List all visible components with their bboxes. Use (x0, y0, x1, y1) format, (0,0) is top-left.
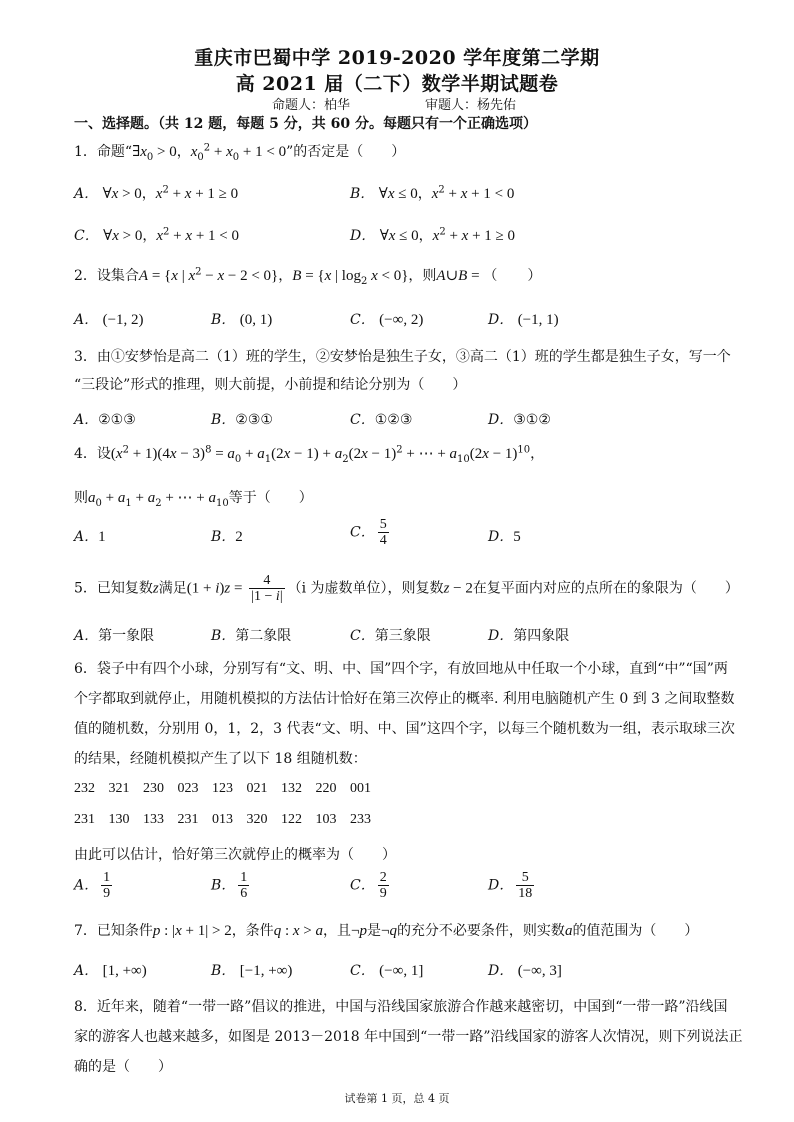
q3-option-b: B．②③① (211, 412, 273, 428)
q2-option-a: A． (−1, 2) (74, 312, 144, 328)
q5-option-b: B．第二象限 (211, 628, 292, 644)
q4-option-b: B．2 (211, 529, 243, 545)
question-3-line2: “三段论”形式的推理，则大前提，小前提和结论分别为（ ） (74, 377, 467, 393)
q3-option-c: C．①②③ (350, 412, 413, 428)
reviewer-label: 审题人：杨先佑 (425, 98, 517, 113)
q4-option-a: A．1 (74, 529, 106, 545)
q5-option-d: D．第四象限 (488, 628, 570, 644)
q2-option-b: B． (0, 1) (211, 312, 273, 328)
q5-option-a: A．第一象限 (74, 628, 155, 644)
q3-option-a: A．②①③ (74, 412, 136, 428)
section-heading: 一、选择题。（共 12 题，每题 5 分，共 60 分。每题只有一个正确选项） (74, 116, 537, 132)
author-label: 命题人：柏华 (272, 98, 351, 113)
question-2: 2．设集合A = {x | $x^2 - x - 2 < 0$}，B = {x | $\log_2 x < 0$}，则A∪B = （ ） (74, 266, 542, 287)
q6-option-b: B． $\frac{1}{6}$ (211, 870, 248, 901)
exam-title-line2: 高 2021 届（二下）数学半期试题卷 (235, 73, 559, 95)
question-5: 5．已知复数z满足(1 + i)z = $\frac{4}{|1 - i|}$ （i 为虚数单位），则复数z − 2在复平面内对应的点所在的象限为（ ） (74, 573, 739, 604)
question-6-line4: 的结果，经随机模拟产生了以下 18 组随机数： (74, 751, 367, 767)
question-4-line1: 4．设$(x^2 + 1)(4x - 3)^8 = a_0 + a_1(2x - 1) + a_2(2x - 1)^2$ + ⋯ + $a_{10}(2x - 1)^{10}$， (74, 444, 545, 465)
q1-option-a: A． ∀x > 0，$x^2 + x + 1 \ge 0$ (74, 184, 239, 202)
question-8-line1: 8．近年来，随着“一带一路”倡议的推进，中国与沿线国家旅游合作越来越密切，中国到“一带一路”沿线国 (74, 999, 728, 1015)
q6-option-c: C． $\frac{2}{9}$ (350, 870, 387, 901)
q2-option-d: D． (−1, 1) (488, 312, 559, 328)
q6-option-a: A． $\frac{1}{9}$ (74, 870, 111, 901)
random-numbers-row2: 231 130 133 231 013 320 122 103 233 (74, 812, 371, 827)
question-8-line3: 确的是（ ） (74, 1059, 172, 1075)
q1-option-b: B． ∀x ≤ 0，$x^2 + x + 1 < 0$ (350, 184, 515, 202)
q5-option-c: C．第三象限 (350, 628, 431, 644)
question-1: 1．命题“$\exists x_0 > 0$，$x_0^2 + x_0 + 1 < 0$”的否定是（ ） (74, 142, 406, 163)
q7-option-d: D． (−∞, 3] (488, 963, 562, 979)
q4-option-d: D．5 (488, 529, 521, 545)
q2-option-c: C． (−∞, 2) (350, 312, 424, 328)
q7-option-a: A． [1, +∞) (74, 963, 147, 979)
q3-option-d: D．③①② (488, 412, 551, 428)
q1-option-d: D． ∀x ≤ 0，$x^2 + x + 1 \ge 0$ (350, 226, 516, 244)
q1-option-c: C． ∀x > 0，$x^2 + x + 1 < 0$ (74, 226, 239, 244)
question-6-line3: 值的随机数，分别用 0，1，2，3 代表“文、明、中、国”这四个字，以每三个随机数为一组，表示取球三次 (74, 721, 735, 737)
question-6-line5: 由此可以估计，恰好第三次就停止的概率为（ ） (74, 847, 396, 863)
page-footer: 试卷第 1 页，总 4 页 (344, 1092, 450, 1105)
exam-title-line1: 重庆市巴蜀中学 2019-2020 学年度第二学期 (194, 47, 600, 69)
question-6-line2: 个字都取到就停止，用随机模拟的方法估计恰好在第三次停止的概率. 利用电脑随机产生 0 到 3 之间取整数 (74, 691, 735, 707)
q7-option-c: C． (−∞, 1] (350, 963, 424, 979)
question-7: 7．已知条件p : |x + 1| > 2，条件q : x > a，且¬p是¬q的充分不必要条件，则实数a的值范围为（ ） (74, 923, 699, 939)
question-4-line2: 则$a_0 + a_1 + a_2$ + ⋯ + $a_{10}$等于（ ） (74, 490, 313, 509)
question-8-line2: 家的游客人也越来越多，如图是 2013－2018 年中国到“一带一路”沿线国家的游客人次情况，则下列说法正 (74, 1029, 743, 1045)
q4-option-c: C． $\frac{5}{4}$ (350, 517, 387, 548)
q7-option-b: B． [−1, +∞) (211, 963, 293, 979)
random-numbers-row1: 232 321 230 023 123 021 132 220 001 (74, 781, 371, 796)
q6-option-d: D． $\frac{5}{18}$ (488, 870, 533, 901)
question-6-line1: 6．袋子中有四个小球，分别写有“文、明、中、国”四个字，有放回地从中任取一个小球，直到“中”“国”两 (74, 661, 728, 677)
question-3-line1: 3．由①安梦怡是高二（1）班的学生，②安梦怡是独生子女，③高二（1）班的学生都是独生子女，写一个 (74, 349, 731, 365)
